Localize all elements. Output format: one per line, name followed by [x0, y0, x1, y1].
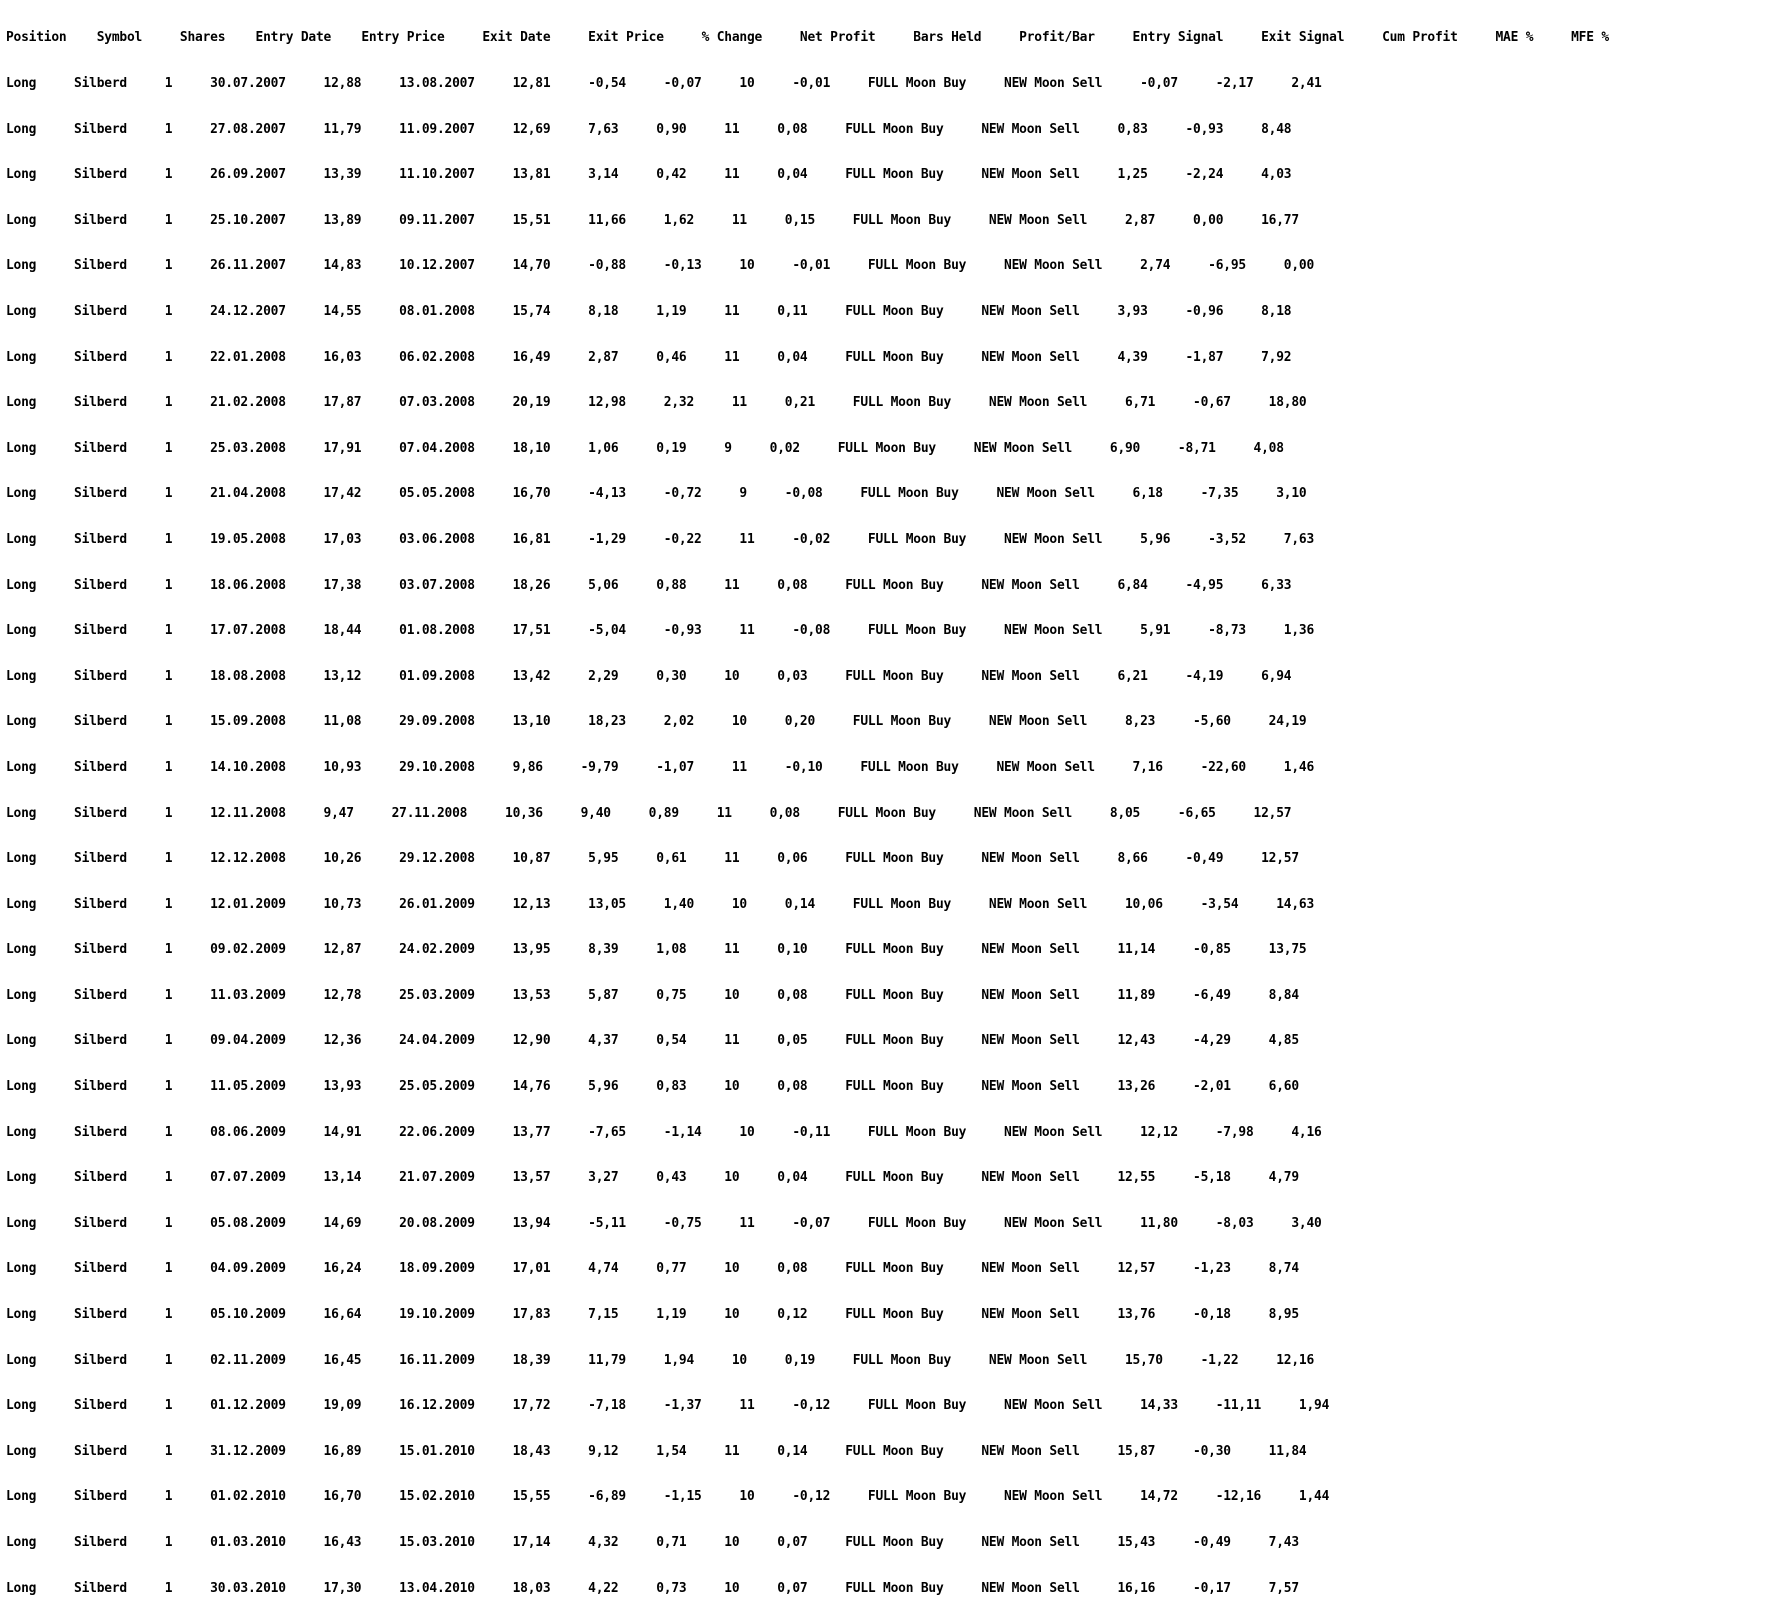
trade-row: Long Silberd 1 19.05.2008 17,03 03.06.2008 16,81 -1,29 -0,22 11 -0,02 FULL Moon Buy NEW Moon Sell 5,96 -3,52 7,63	[6, 531, 1315, 547]
trade-row: Long Silberd 1 15.09.2008 11,08 29.09.2008 13,10 18,23 2,02 10 0,20 FULL Moon Buy NEW Moon Sell 8,23 -5,60 24,19	[6, 714, 1307, 730]
trade-row: Long Silberd 1 11.03.2009 12,78 25.03.2009 13,53 5,87 0,75 10 0,08 FULL Moon Buy NEW Moon Sell 11,89 -6,49 8,84	[6, 987, 1299, 1003]
trade-row: Long Silberd 1 09.02.2009 12,87 24.02.2009 13,95 8,39 1,08 11 0,10 FULL Moon Buy NEW Moon Sell 11,14 -0,85 13,75	[6, 942, 1307, 958]
trade-row: Long Silberd 1 17.07.2008 18,44 01.08.2008 17,51 -5,04 -0,93 11 -0,08 FULL Moon Buy NEW Moon Sell 5,91 -8,73 1,36	[6, 623, 1315, 639]
trade-row: Long Silberd 1 04.09.2009 16,24 18.09.2009 17,01 4,74 0,77 10 0,08 FULL Moon Buy NEW Moon Sell 12,57 -1,23 8,74	[6, 1261, 1299, 1277]
trade-row: Long Silberd 1 18.06.2008 17,38 03.07.2008 18,26 5,06 0,88 11 0,08 FULL Moon Buy NEW Moon Sell 6,84 -4,95 6,33	[6, 577, 1292, 593]
trade-row: Long Silberd 1 11.05.2009 13,93 25.05.2009 14,76 5,96 0,83 10 0,08 FULL Moon Buy NEW Moon Sell 13,26 -2,01 6,60	[6, 1079, 1299, 1095]
trade-row: Long Silberd 1 25.03.2008 17,91 07.04.2008 18,10 1,06 0,19 9 0,02 FULL Moon Buy NEW Moon Sell 6,90 -8,71 4,08	[6, 440, 1284, 456]
trade-row: Long Silberd 1 05.08.2009 14,69 20.08.2009 13,94 -5,11 -0,75 11 -0,07 FULL Moon Buy NEW Moon Sell 11,80 -8,03 3,40	[6, 1215, 1322, 1231]
trade-row: Long Silberd 1 26.09.2007 13,39 11.10.2007 13,81 3,14 0,42 11 0,04 FULL Moon Buy NEW Moon Sell 1,25 -2,24 4,03	[6, 167, 1292, 183]
trade-row: Long Silberd 1 12.12.2008 10,26 29.12.2008 10,87 5,95 0,61 11 0,06 FULL Moon Buy NEW Moon Sell 8,66 -0,49 12,57	[6, 851, 1299, 867]
trade-report	[6, 0, 1609, 1611]
trade-row: Long Silberd 1 22.01.2008 16,03 06.02.2008 16,49 2,87 0,46 11 0,04 FULL Moon Buy NEW Moon Sell 4,39 -1,87 7,92	[6, 349, 1292, 365]
trade-row: Long Silberd 1 27.08.2007 11,79 11.09.2007 12,69 7,63 0,90 11 0,08 FULL Moon Buy NEW Moon Sell 0,83 -0,93 8,48	[6, 121, 1292, 137]
trade-row: Long Silberd 1 26.11.2007 14,83 10.12.2007 14,70 -0,88 -0,13 10 -0,01 FULL Moon Buy NEW Moon Sell 2,74 -6,95 0,00	[6, 258, 1315, 274]
trade-row: Long Silberd 1 02.11.2009 16,45 16.11.2009 18,39 11,79 1,94 10 0,19 FULL Moon Buy NEW Moon Sell 15,70 -1,22 12,16	[6, 1352, 1315, 1368]
trade-row: Long Silberd 1 21.04.2008 17,42 05.05.2008 16,70 -4,13 -0,72 9 -0,08 FULL Moon Buy NEW Moon Sell 6,18 -7,35 3,10	[6, 486, 1307, 502]
trade-row: Long Silberd 1 14.10.2008 10,93 29.10.2008 9,86 -9,79 -1,07 11 -0,10 FULL Moon Buy NEW Moon Sell 7,16 -22,60 1,46	[6, 759, 1315, 775]
trade-row: Long Silberd 1 09.04.2009 12,36 24.04.2009 12,90 4,37 0,54 11 0,05 FULL Moon Buy NEW Moon Sell 12,43 -4,29 4,85	[6, 1033, 1299, 1049]
trade-row: Long Silberd 1 12.11.2008 9,47 27.11.2008 10,36 9,40 0,89 11 0,08 FULL Moon Buy NEW Moon Sell 8,05 -6,65 12,57	[6, 805, 1292, 821]
trade-row: Long Silberd 1 08.06.2009 14,91 22.06.2009 13,77 -7,65 -1,14 10 -0,11 FULL Moon Buy NEW Moon Sell 12,12 -7,98 4,16	[6, 1124, 1322, 1140]
trade-row: Long Silberd 1 25.10.2007 13,89 09.11.2007 15,51 11,66 1,62 11 0,15 FULL Moon Buy NEW Moon Sell 2,87 0,00 16,77	[6, 212, 1299, 228]
trade-row: Long Silberd 1 07.07.2009 13,14 21.07.2009 13,57 3,27 0,43 10 0,04 FULL Moon Buy NEW Moon Sell 12,55 -5,18 4,79	[6, 1170, 1299, 1186]
report-header: Position Symbol Shares Entry Date Entry Price Exit Date Exit Price % Change Net Profit Bars Held Profit/Bar Entry Signal Exit Signal Cum Profit MAE % MFE %	[6, 30, 1609, 46]
trade-row: Long Silberd 1 05.10.2009 16,64 19.10.2009 17,83 7,15 1,19 10 0,12 FULL Moon Buy NEW Moon Sell 13,76 -0,18 8,95	[6, 1307, 1299, 1323]
trade-row: Long Silberd 1 01.03.2010 16,43 15.03.2010 17,14 4,32 0,71 10 0,07 FULL Moon Buy NEW Moon Sell 15,43 -0,49 7,43	[6, 1535, 1299, 1550]
trade-row: Long Silberd 1 24.12.2007 14,55 08.01.2008 15,74 8,18 1,19 11 0,11 FULL Moon Buy NEW Moon Sell 3,93 -0,96 8,18	[6, 303, 1292, 319]
trade-row: Long Silberd 1 01.12.2009 19,09 16.12.2009 17,72 -7,18 -1,37 11 -0,12 FULL Moon Buy NEW Moon Sell 14,33 -11,11 1,94	[6, 1398, 1330, 1414]
trade-row: Long Silberd 1 30.07.2007 12,88 13.08.2007 12,81 -0,54 -0,07 10 -0,01 FULL Moon Buy NEW Moon Sell -0,07 -2,17 2,41	[6, 76, 1322, 91]
trade-row: Long Silberd 1 21.02.2008 17,87 07.03.2008 20,19 12,98 2,32 11 0,21 FULL Moon Buy NEW Moon Sell 6,71 -0,67 18,80	[6, 395, 1307, 411]
trade-row: Long Silberd 1 01.02.2010 16,70 15.02.2010 15,55 -6,89 -1,15 10 -0,12 FULL Moon Buy NEW Moon Sell 14,72 -12,16 1,44	[6, 1489, 1330, 1505]
trade-row: Long Silberd 1 30.03.2010 17,30 13.04.2010 18,03 4,22 0,73 10 0,07 FULL Moon Buy NEW Moon Sell 16,16 -0,17 7,57	[6, 1580, 1299, 1596]
trade-row: Long Silberd 1 18.08.2008 13,12 01.09.2008 13,42 2,29 0,30 10 0,03 FULL Moon Buy NEW Moon Sell 6,21 -4,19 6,94	[6, 668, 1292, 684]
trade-row: Long Silberd 1 31.12.2009 16,89 15.01.2010 18,43 9,12 1,54 11 0,14 FULL Moon Buy NEW Moon Sell 15,87 -0,30 11,84	[6, 1443, 1307, 1459]
trade-row: Long Silberd 1 12.01.2009 10,73 26.01.2009 12,13 13,05 1,40 10 0,14 FULL Moon Buy NEW Moon Sell 10,06 -3,54 14,63	[6, 896, 1315, 912]
